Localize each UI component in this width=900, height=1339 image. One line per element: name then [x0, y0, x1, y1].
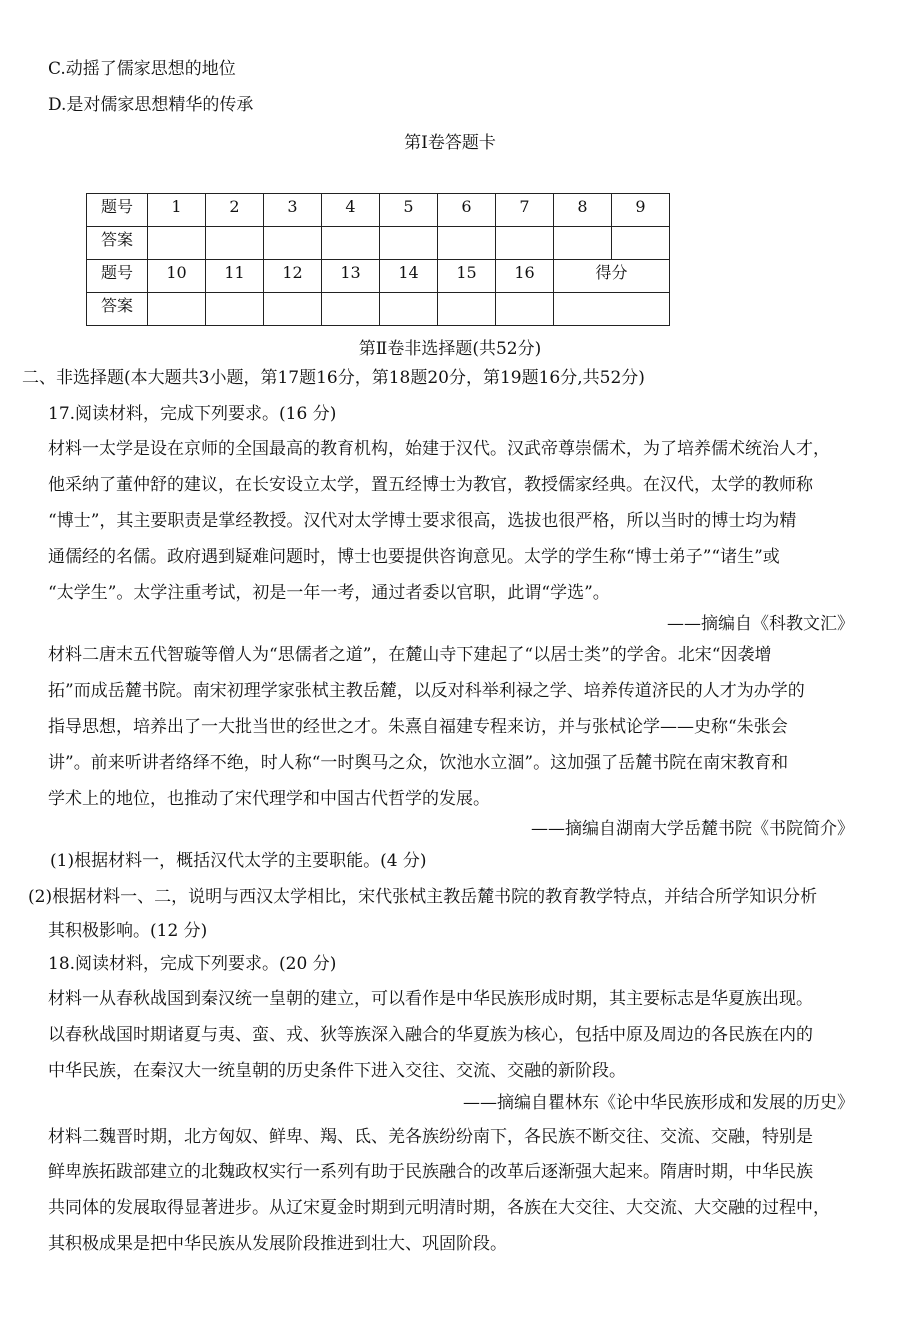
- answer-row-2: [87, 293, 670, 326]
- number-row-1: [87, 194, 670, 227]
- option-d: D.是对儒家思想精华的传承: [48, 95, 254, 115]
- answer-cell[interactable]: [264, 293, 322, 326]
- q18-material1-line: 中华民族，在秦汉大一统皇朝的历史条件下进入交往、交流、交融的新阶段。: [48, 1061, 626, 1081]
- row-label-answer: 答案: [87, 227, 148, 260]
- score-cell[interactable]: [554, 293, 670, 326]
- q17-material2-line: 拓”而成岳麓书院。南宋初理学家张栻主教岳麓，以反对科举利禄之学、培养传道济民的人才为办学的: [48, 681, 805, 701]
- answer-cell[interactable]: [264, 227, 322, 260]
- answer-cell[interactable]: [148, 227, 206, 260]
- row-label-number: 题号: [87, 194, 148, 227]
- question-number: 14: [380, 260, 438, 293]
- q17-sub2-line: (2)根据材料一、二，说明与西汉太学相比，宋代张栻主教岳麓书院的教育教学特点，并结合所学知识分析: [28, 887, 818, 907]
- answer-cell[interactable]: [322, 293, 380, 326]
- q18-material2-line: 共同体的发展取得显著进步。从辽宋夏金时期到元明清时期，各族在大交往、大交流、大交融的过程中，: [48, 1198, 830, 1218]
- q18-material1-line: 材料一从春秋战国到秦汉统一皇朝的建立，可以看作是中华民族形成时期，其主要标志是华夏族出现。: [48, 989, 813, 1009]
- question-number: 11: [206, 260, 264, 293]
- question-number: 13: [322, 260, 380, 293]
- question-number: 15: [438, 260, 496, 293]
- q18-heading: 18.阅读材料，完成下列要求。(20 分): [48, 954, 337, 974]
- answer-cell[interactable]: [380, 227, 438, 260]
- question-number: 1: [148, 194, 206, 227]
- q17-material1-line: 材料一太学是设在京师的全国最高的教育机构，始建于汉代。汉武帝尊崇儒术，为了培养儒术统治人才，: [48, 439, 830, 459]
- q17-heading: 17.阅读材料，完成下列要求。(16 分): [48, 404, 337, 424]
- row-label-answer: 答案: [87, 293, 148, 326]
- answer-cell[interactable]: [380, 293, 438, 326]
- q17-sub2-line: 其积极影响。(12 分): [48, 921, 208, 941]
- question-number: 7: [496, 194, 554, 227]
- answer-cell[interactable]: [438, 227, 496, 260]
- answer-cell[interactable]: [322, 227, 380, 260]
- question-number: 12: [264, 260, 322, 293]
- q17-material1-line: 通儒经的名儒。政府遇到疑难问题时，博士也要提供咨询意见。太学的学生称“博士弟子”“诸生”或: [48, 547, 780, 567]
- answer-card-table: [86, 193, 670, 326]
- q18-material2-line: 其积极成果是把中华民族从发展阶段推进到壮大、巩固阶段。: [48, 1234, 507, 1254]
- q17-material1-source: ——摘编自《科教文汇》: [667, 614, 854, 634]
- question-number: 3: [264, 194, 322, 227]
- answer-cell[interactable]: [206, 227, 264, 260]
- section2-intro: 二、非选择题(本大题共3小题，第17题16分，第18题20分，第19题16分,共52分): [22, 368, 645, 388]
- question-number: 2: [206, 194, 264, 227]
- row-label-number: 题号: [87, 260, 148, 293]
- q17-material1-line: “博士”，其主要职责是掌经教授。汉代对太学博士要求很高，选拔也很严格，所以当时的博士均为精: [48, 511, 797, 531]
- score-label: 得分: [554, 260, 670, 293]
- answer-cell[interactable]: [148, 293, 206, 326]
- q18-material2-line: 材料二魏晋时期，北方匈奴、鲜卑、羯、氐、羌各族纷纷南下，各民族不断交往、交流、交融，特别是: [48, 1127, 813, 1147]
- answer-cell[interactable]: [612, 227, 670, 260]
- answer-cell[interactable]: [496, 227, 554, 260]
- q17-material1-line: “太学生”。太学注重考试，初是一年一考，通过者委以官职，此谓“学选”。: [48, 583, 610, 603]
- q18-material2-line: 鲜卑族拓跋部建立的北魏政权实行一系列有助于民族融合的改革后逐渐强大起来。隋唐时期，中华民族: [48, 1162, 813, 1182]
- question-number: 8: [554, 194, 612, 227]
- question-number: 10: [148, 260, 206, 293]
- q17-material2-line: 材料二唐末五代智璇等僧人为“思儒者之道”，在麓山寺下建起了“以居士类”的学舍。北宋“因袭增: [48, 645, 772, 665]
- question-number: 5: [380, 194, 438, 227]
- q18-material1-line: 以春秋战国时期诸夏与夷、蛮、戎、狄等族深入融合的华夏族为核心，包括中原及周边的各民族在内的: [48, 1025, 813, 1045]
- question-number: 4: [322, 194, 380, 227]
- q17-material2-line: 讲”。前来听讲者络绎不绝，时人称“一时舆马之众，饮池水立涸”。这加强了岳麓书院在南宋教育和: [48, 753, 789, 773]
- answer-cell[interactable]: [206, 293, 264, 326]
- answer-card-title: 第Ⅰ卷答题卡: [404, 133, 496, 153]
- section2-title: 第Ⅱ卷非选择题(共52分): [358, 339, 542, 359]
- question-number: 6: [438, 194, 496, 227]
- answer-cell[interactable]: [438, 293, 496, 326]
- q17-material2-source: ——摘编自湖南大学岳麓书院《书院简介》: [531, 819, 854, 839]
- q17-sub1: (1)根据材料一，概括汉代太学的主要职能。(4 分): [50, 851, 427, 871]
- question-number: 16: [496, 260, 554, 293]
- q18-material1-source: ——摘编自瞿林东《论中华民族形成和发展的历史》: [463, 1093, 854, 1113]
- q17-material2-line: 学术上的地位，也推动了宋代理学和中国古代哲学的发展。: [48, 789, 490, 809]
- q17-material1-line: 他采纳了董仲舒的建议，在长安设立太学，置五经博士为教官，教授儒家经典。在汉代，太学的教师称: [48, 475, 813, 495]
- answer-row-1: [87, 227, 670, 260]
- answer-cell[interactable]: [554, 227, 612, 260]
- option-c: C.动摇了儒家思想的地位: [48, 59, 236, 79]
- q17-material2-line: 指导思想，培养出了一大批当世的经世之才。朱熹自福建专程来访，并与张栻论学——史称“朱张会: [48, 717, 788, 737]
- number-row-2: [87, 260, 670, 293]
- question-number: 9: [612, 194, 670, 227]
- answer-cell[interactable]: [496, 293, 554, 326]
